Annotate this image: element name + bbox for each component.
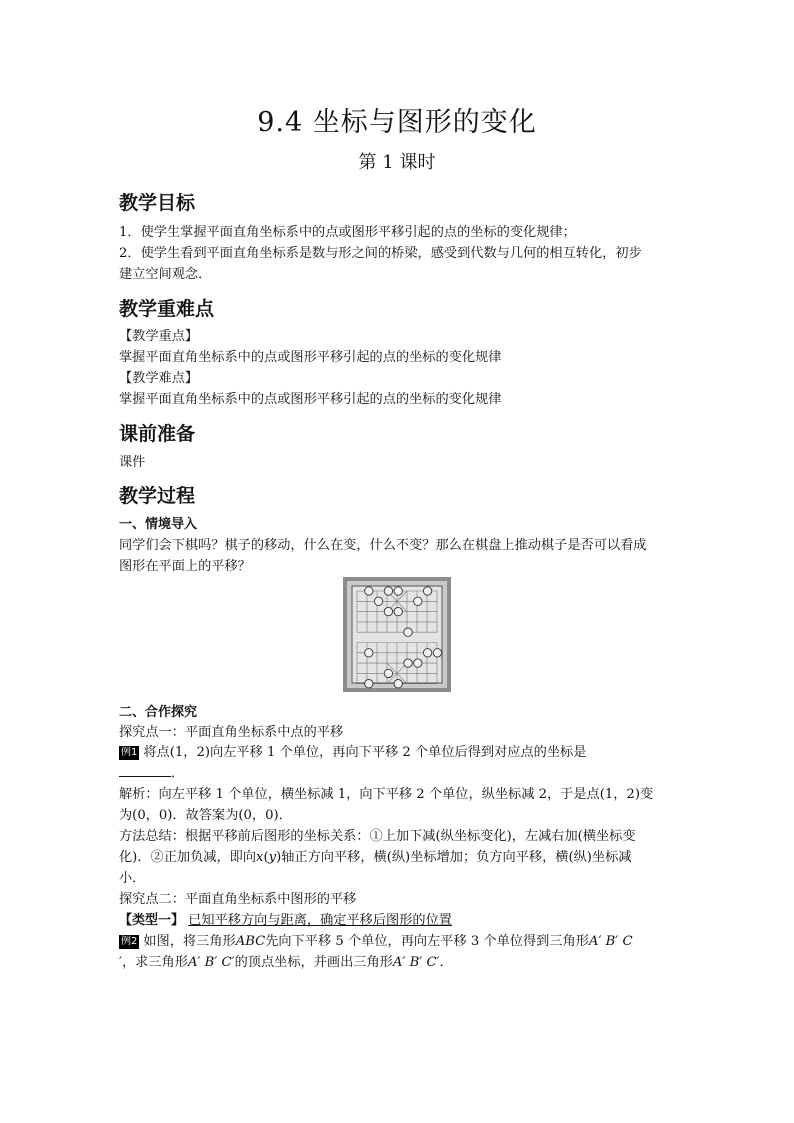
chessboard-image <box>343 577 451 692</box>
explore-point-2: 探究点二：平面直角坐标系中图形的平移 <box>119 892 357 907</box>
type-label: 【类型一】 <box>119 913 185 928</box>
heading-objectives: 教学目标 <box>119 192 196 214</box>
method-2-a: 化)．②正加负减，即向 <box>119 850 257 865</box>
method-1: 方法总结：根据平移前后图形的坐标关系：①上加下减(纵坐标变化)，左减右加(横坐标变 <box>119 829 636 844</box>
example-2-b: 先向下平移 5 个单位，再向左平移 3 个单位得到三角形 <box>265 934 589 949</box>
objective-1: 1．使学生掌握平面直角坐标系中的点或图形平移引起的点的坐标的变化规律； <box>119 225 576 240</box>
method-2-c: )轴正方向平移，横(纵)坐标增加；负方向平移，横(纵)坐标减 <box>276 850 632 865</box>
key-text: 掌握平面直角坐标系中的点或图形平移引起的点的坐标的变化规律 <box>119 350 502 365</box>
method-2-x: x <box>256 850 264 865</box>
preparation-text: 课件 <box>119 455 146 470</box>
type-one <box>119 910 452 931</box>
method-2-y: y <box>268 850 277 865</box>
difficulty-text: 掌握平面直角坐标系中的点或图形平移引起的点的坐标的变化规律 <box>119 392 502 407</box>
coop-title: 二、合作探究 <box>119 705 198 720</box>
example-2-prime-3: A′ B′ C′ <box>392 955 440 970</box>
example-2-a: 如图，将三角形 <box>143 934 236 949</box>
page-subtitle: 第 1 课时 <box>358 152 436 173</box>
type-text: 已知平移方向与距离，确定平移后图形的位置 <box>188 913 452 928</box>
example-2-d: 的顶点坐标，并画出三角形 <box>234 955 393 970</box>
heading-process: 教学过程 <box>119 485 196 507</box>
method-2-b: ( <box>263 850 269 865</box>
example-1-badge: 例1 <box>121 747 138 758</box>
example-2-e: ． <box>439 955 453 970</box>
key-label: 【教学重点】 <box>119 329 199 344</box>
intro-line-2: 图形在平面上的平移？ <box>119 559 251 574</box>
example-1 <box>119 742 586 763</box>
example-1-answer-line <box>119 763 184 784</box>
example-1-question: 将点(1，2)向左平移 1 个单位，再向下平移 2 个单位后得到对应点的坐标是 <box>143 745 587 760</box>
example-2-c: ′，求三角形 <box>119 955 188 970</box>
explore-point-1: 探究点一：平面直角坐标系中点的平移 <box>119 725 344 740</box>
example-2-prime-1: A′ B′ C <box>588 934 633 949</box>
objective-2-cont: 建立空间观念． <box>119 267 212 282</box>
example-2-line-1 <box>119 931 633 952</box>
answer-blank <box>119 764 171 777</box>
example-2-prime-2: A′ B′ C′ <box>187 955 235 970</box>
example-1-end: ． <box>171 766 185 781</box>
heading-preparation: 课前准备 <box>119 423 196 445</box>
example-2-line-2 <box>119 952 453 973</box>
difficulty-label: 【教学难点】 <box>119 371 199 386</box>
example-2-badge: 例2 <box>121 936 138 947</box>
heading-key-points: 教学重难点 <box>119 298 215 320</box>
method-3: 小． <box>119 871 146 886</box>
intro-line-1: 同学们会下棋吗？棋子的移动，什么在变，什么不变？那么在棋盘上推动棋子是否可以看成 <box>119 538 647 553</box>
objective-2: 2．使学生看到平面直角坐标系是数与形之间的桥梁，感受到代数与几何的相互转化，初步 <box>119 246 642 261</box>
analysis-1: 解析：向左平移 1 个单位，横坐标减 1，向下平移 2 个单位，纵坐标减 2，于是点(1，2)变 <box>119 787 654 802</box>
analysis-2: 为(0，0)．故答案为(0，0)． <box>119 808 292 823</box>
intro-title: 一、情境导入 <box>119 517 198 532</box>
example-2-abc: ABC <box>235 934 266 949</box>
page-title: 9.4 坐标与图形的变化 <box>257 107 537 138</box>
method-2 <box>119 847 632 868</box>
